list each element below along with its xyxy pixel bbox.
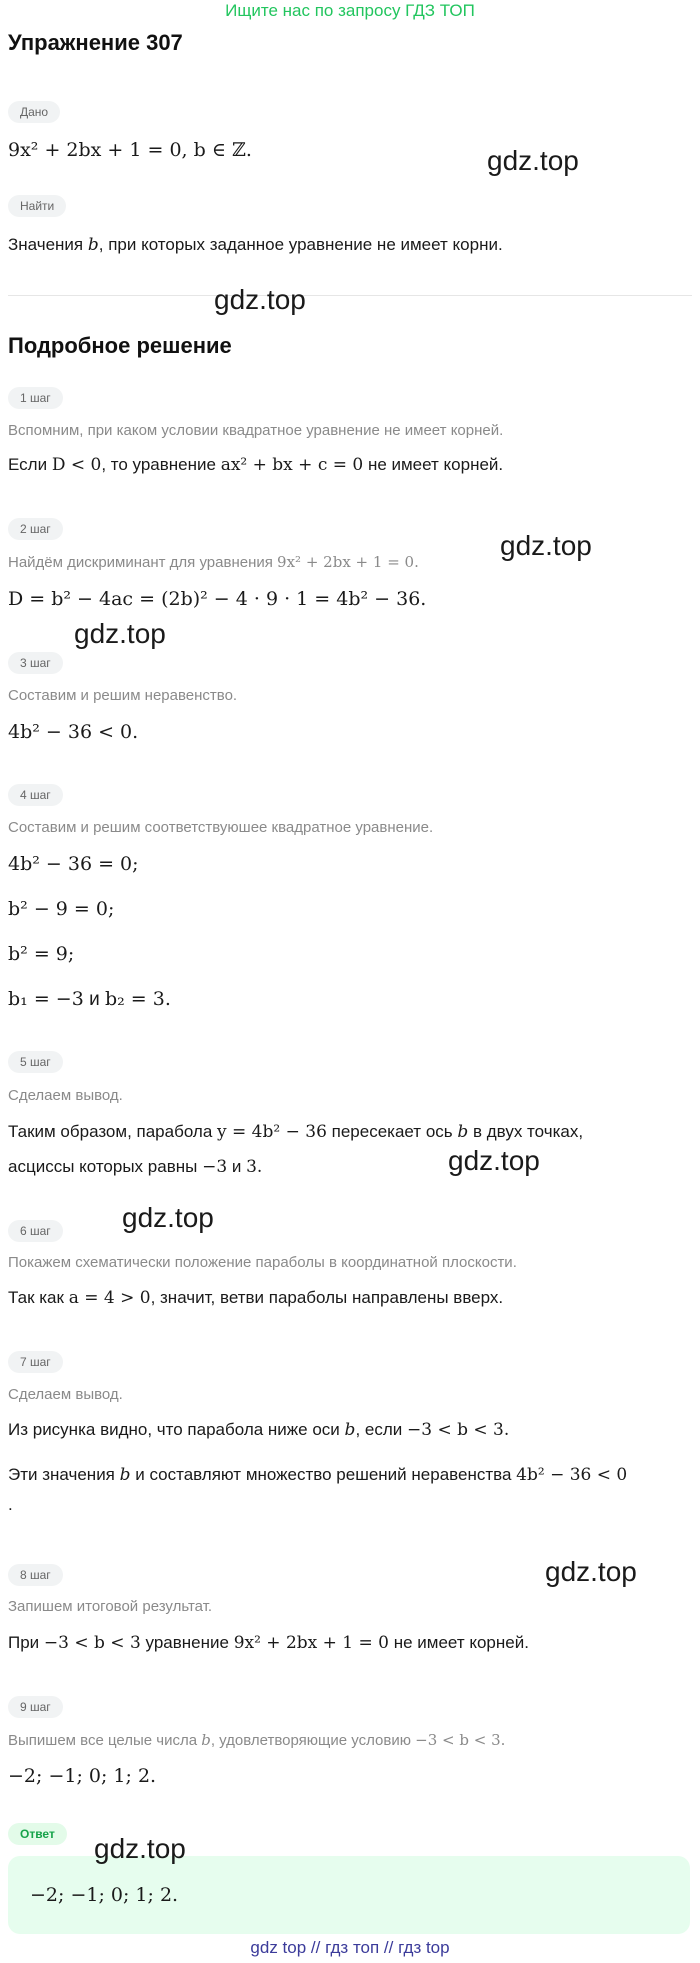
watermark: gdz.top: [74, 618, 166, 649]
watermark: gdz.top: [214, 284, 306, 315]
step-text: .: [8, 1495, 13, 1514]
find-text: Значения b, при которых заданное уравнение не имеет корни.: [8, 235, 503, 255]
watermark: gdz.top: [448, 1145, 540, 1176]
watermark: gdz.top: [94, 1833, 186, 1864]
step-chip: 3 шаг: [8, 652, 63, 674]
step-chip: 7 шаг: [8, 1351, 63, 1373]
step-text: Таким образом, парабола y = 4b² − 36 пересекает ось b в двух точках,: [8, 1122, 584, 1142]
watermark: gdz.top: [500, 530, 592, 561]
watermark: gdz.top: [122, 1202, 214, 1233]
step-hint: Запишем итоговой результат.: [8, 1598, 213, 1615]
step-formula: b² = 9;: [8, 943, 75, 965]
divider: [8, 295, 692, 296]
step-formula: 4b² − 36 < 0.: [8, 721, 139, 743]
answer-value: −2; −1; 0; 1; 2.: [30, 1884, 179, 1906]
step-formula: −2; −1; 0; 1; 2.: [8, 1765, 157, 1787]
step-hint: Найдём дискриминант для уравнения 9x² + 2bx + 1 = 0.: [8, 553, 419, 571]
step-chip: 1 шаг: [8, 387, 63, 409]
step-text: Из рисунка видно, что парабола ниже оси b, если −3 < b < 3.: [8, 1420, 510, 1440]
step-hint: Выпишем все целые числа b, удовлетворяющие условию −3 < b < 3.: [8, 1731, 506, 1749]
step-chip: 9 шаг: [8, 1696, 63, 1718]
step-hint: Составим и решим соответствуюшее квадратное уравнение.: [8, 819, 434, 836]
step-text: Так как a = 4 > 0, значит, ветви параболы направлены вверх.: [8, 1288, 504, 1308]
step-roots: b₁ = −3 и b₂ = 3.: [8, 988, 171, 1010]
step-chip: 2 шаг: [8, 518, 63, 540]
find-chip: Найти: [8, 195, 66, 217]
watermark: gdz.top: [545, 1556, 637, 1587]
step-formula: D = b² − 4ac = (2b)² − 4 · 9 · 1 = 4b² − 36.: [8, 588, 427, 610]
step-text: асциссы которых равны −3 и 3.: [8, 1157, 263, 1177]
step-chip: 5 шаг: [8, 1051, 63, 1073]
step-chip: 8 шаг: [8, 1564, 63, 1586]
step-hint: Сделаем вывод.: [8, 1087, 123, 1104]
step-text: Эти значения b и составляют множество решений неравенства 4b² − 36 < 0: [8, 1465, 628, 1485]
given-chip: Дано: [8, 101, 60, 123]
watermark: gdz.top: [487, 145, 579, 176]
step-hint: Покажем схематически положение параболы в координатной плоскости.: [8, 1254, 517, 1271]
given-formula: 9x² + 2bx + 1 = 0, b ∈ ℤ.: [8, 139, 252, 161]
step-formula: 4b² − 36 = 0;: [8, 853, 139, 875]
step-chip: 4 шаг: [8, 784, 63, 806]
solution-title: Подробное решение: [8, 333, 232, 358]
step-formula: b² − 9 = 0;: [8, 898, 115, 920]
answer-chip: Ответ: [8, 1823, 67, 1845]
step-hint: Вспомним, при каком условии квадратное уравнение не имеет корней.: [8, 422, 504, 439]
step-text: Если D < 0, то уравнение ax² + bx + c = 0 не имеет корней.: [8, 455, 504, 475]
step-hint: Составим и решим неравенство.: [8, 687, 238, 704]
top-banner: Ищите нас по запросу ГДЗ ТОП: [225, 1, 475, 20]
footer-links[interactable]: gdz top // гдз топ // гдз top: [250, 1938, 450, 1957]
step-chip: 6 шаг: [8, 1220, 63, 1242]
page-title: Упражнение 307: [8, 30, 183, 55]
step-text: При −3 < b < 3 уравнение 9x² + 2bx + 1 = 0 не имеет корней.: [8, 1633, 529, 1653]
step-hint: Сделаем вывод.: [8, 1386, 123, 1403]
